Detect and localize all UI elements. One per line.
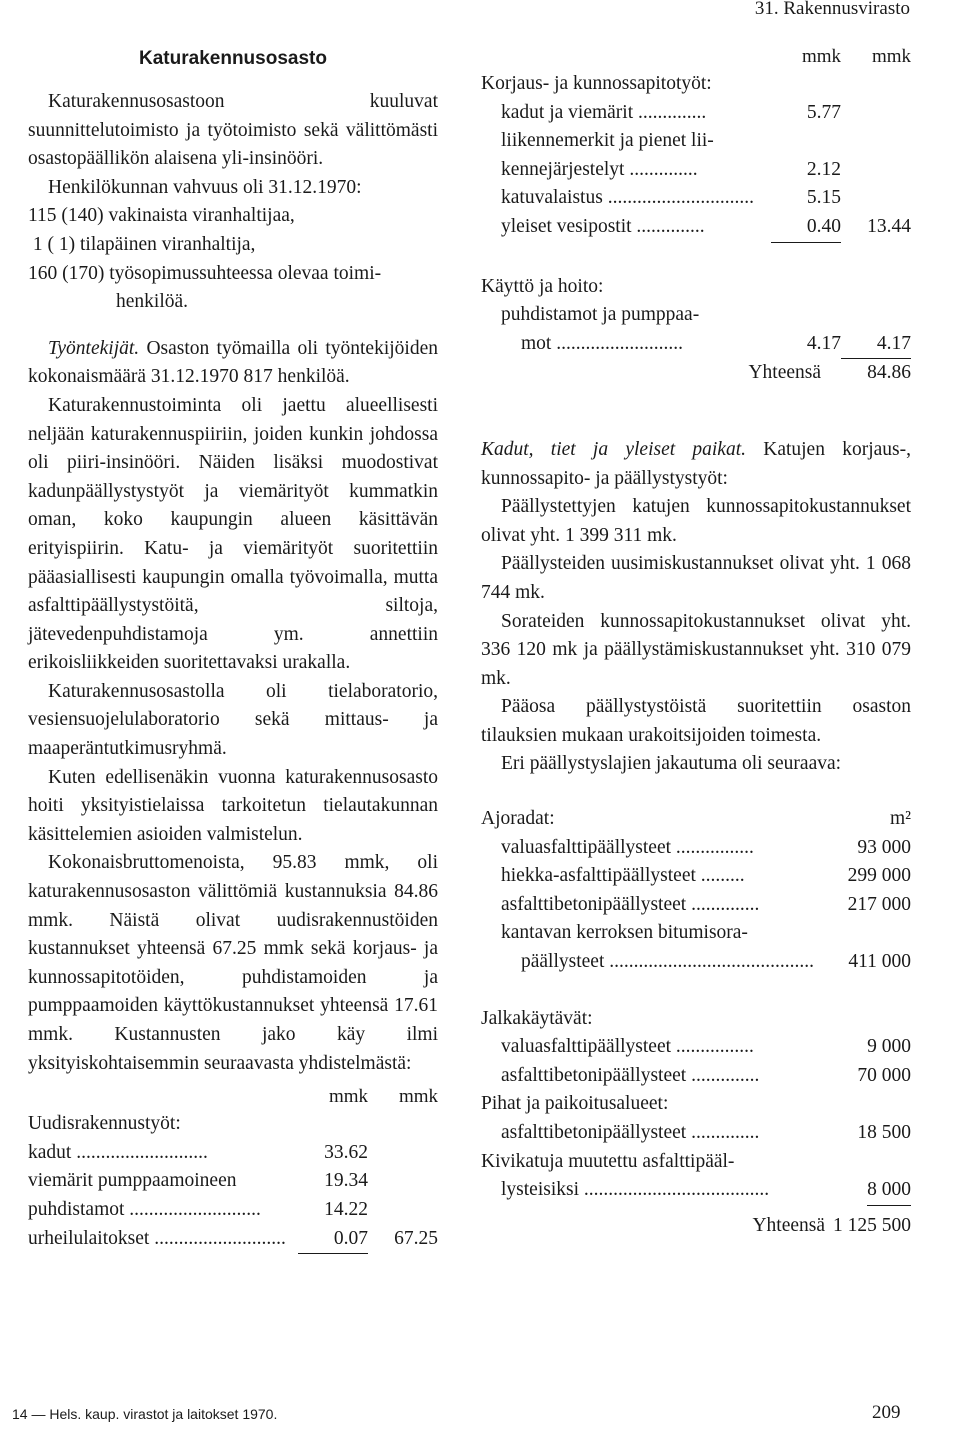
table-title: Uudisrakennustyöt: — [28, 1113, 181, 1135]
table-row: mot .......................... 4.17 4.17 — [481, 330, 911, 360]
table-row: kennejärjestelyt .............. 2.12 — [501, 158, 841, 180]
staff-row-cont: henkilöä. — [116, 291, 189, 313]
right-column — [481, 48, 911, 1240]
left-column — [28, 48, 438, 1254]
paragraph-districts: Katurakennustoiminta oli jaettu alueellisesti neljään katurakennuspiiriin, joiden kunkin johdossa oli piiri-insinööri. Näiden lisäksi muodostivat kadunpäällystystyöt ja viemärityöt kummatkin oman, koko kaupungin alueen käsittävän erityispiirin. Katu- ja viemärityöt suoritettiin pääasiallisesti kaupungin omalla työvoimalla, mutta asfalttipäällystystöitä, siltoja, jätevedenpuhdistamoja ym. annettiin erikoisliikkeiden suoritettavaksi urakalla. — [28, 394, 438, 674]
paragraph-maintenance: Päällystettyjen katujen kunnossapitokustannukset olivat yht. 1 399 311 mk. — [481, 496, 911, 546]
table-row: urheilulaitokset ........................... 0.07 67.25 — [28, 1225, 438, 1255]
page-number: 209 — [872, 1402, 901, 1423]
new-construction-table — [28, 1139, 438, 1254]
table-row: valuasfalttipäällysteet ................ 9 000 — [501, 1036, 911, 1058]
grand-total-row: Yhteensä 1 125 500 — [752, 1214, 911, 1236]
table-row: katuvalaistus .............................. 5.15 — [501, 187, 841, 209]
column-heads: mmk mmk — [801, 46, 911, 67]
staff-list — [28, 202, 438, 316]
table-row: kadut ........................... 33.62 — [28, 1141, 368, 1163]
roads-title-row: Ajoradat: m² — [481, 808, 911, 830]
staff-row: 1 ( 1) tilapäinen viranhaltija, — [32, 233, 256, 255]
paragraph-costs: Kokonaisbruttomenoista, 95.83 mmk, oli katurakennusosaston välittömiä kustannuksia 84.86 mmk. Näistä olivat uudisrakennustöiden kustannukset yhteensä 67.25 mmk sekä korjaus- ja kunnossapitotöiden, puhdistamoiden ja pumppaamoiden käyttökustannukset yhteensä 17.61 mmk. Kustannusten jako käy ilmi yksityiskohtaisemmin seuraavasta yhdistelmästä: — [28, 852, 438, 1074]
table-row: yleiset vesipostit .............. 0.40 13.44 — [481, 213, 911, 243]
paragraph-distribution: Eri päällystyslajien jakautuma oli seuraava: — [501, 753, 842, 775]
table-row: lysteisiksi ...................................... 8 000 — [481, 1176, 911, 1206]
staff-row: 115 (140) vakinaista viranhaltijaa, — [28, 205, 295, 227]
footer-publication: 14 — Hels. kaup. virastot ja laitokset 1970. — [12, 1406, 278, 1422]
walk-title: Jalkakäytävät: — [481, 1007, 593, 1029]
total-row: Yhteensä 84.86 — [748, 362, 911, 384]
paragraph-contractors: Pääosa päällystystöistä suoritettiin osaston tilauksien mukaan urakoitsijoiden toimesta. — [481, 696, 911, 746]
staff-row: 160 (170) työsopimussuhteessa olevaa toimi- — [28, 262, 382, 284]
paragraph-streets: Kadut, tiet ja yleiset paikat. Katujen korjaus-, kunnossapito- ja päällystystyöt: — [481, 438, 911, 489]
column-heads: mmk mmk — [328, 1086, 438, 1108]
paragraph-road-board: Kuten edellisenäkin vuonna katurakennusosasto hoiti yksityistielaissa tarkoitetun tielautakunnan käsittelemien asioiden valmistelun. — [28, 766, 438, 845]
table-row: päällysteet .......................................... 411 000 — [521, 951, 911, 973]
section-heading: Katurakennusosasto — [139, 48, 327, 69]
roads-table — [481, 834, 911, 977]
cobble-title: Kivikatuja muutettu asfalttipääl- — [481, 1150, 735, 1172]
yard-title: Pihat ja paikoitusalueet: — [481, 1093, 669, 1115]
table-row: liikennemerkit ja pienet lii- — [501, 130, 714, 152]
table-row-cont: kantavan kerroksen bitumisora- — [501, 922, 748, 944]
table-row: puhdistamot ........................... 14.22 — [28, 1198, 368, 1220]
paragraph-renewal: Päällysteiden uusimiskustannukset olivat yht. 1 068 744 mk. — [481, 553, 911, 603]
running-header: 31. Rakennusvirasto — [754, 0, 910, 19]
repair-table — [481, 99, 911, 243]
table-row: asfalttibetonipäällysteet .............. 217 000 — [501, 893, 911, 915]
paragraph-gravel: Sorateiden kunnossapitokustannukset olivat yht. 336 120 mk ja päällystämiskustannukset yht. 310 079 mk. — [481, 610, 911, 689]
table-row: kadut ja viemärit .............. 5.77 — [501, 101, 841, 123]
usage-title: Käyttö ja hoito: — [481, 275, 604, 297]
table-row: valuasfalttipäällysteet ................ 93 000 — [501, 836, 911, 858]
paragraph-intro: Katurakennusosastoon kuuluvat suunnittelutoimisto ja työtoimisto sekä välittömästi osastopäällikön alaisena yli-insinööri. — [28, 91, 438, 170]
table-row: hiekka-asfalttipäällysteet ......... 299 000 — [501, 865, 911, 887]
paragraph-laboratories: Katurakennusosastolla oli tielaboratorio, vesiensuojelulaboratorio sekä mittaus- ja maaperäntutkimusryhmä. — [28, 680, 438, 760]
paragraph-workers: Työntekijät. Osaston työmailla oli työntekijöiden kokonaismäärä 31.12.1970 817 henkilöä. — [28, 337, 438, 388]
table-row: viemärit pumppaamoineen 19.34 — [28, 1170, 368, 1192]
table-row: asfalttibetonipäällysteet .............. 70 000 — [501, 1064, 911, 1086]
usage-line: puhdistamot ja pumppaa- — [501, 304, 700, 326]
repair-title: Korjaus- ja kunnossapitotyöt: — [481, 73, 712, 94]
paragraph-staff-intro: Henkilökunnan vahvuus oli 31.12.1970: — [48, 176, 362, 198]
table-row: asfalttibetonipäällysteet .............. 18 500 — [501, 1122, 911, 1143]
